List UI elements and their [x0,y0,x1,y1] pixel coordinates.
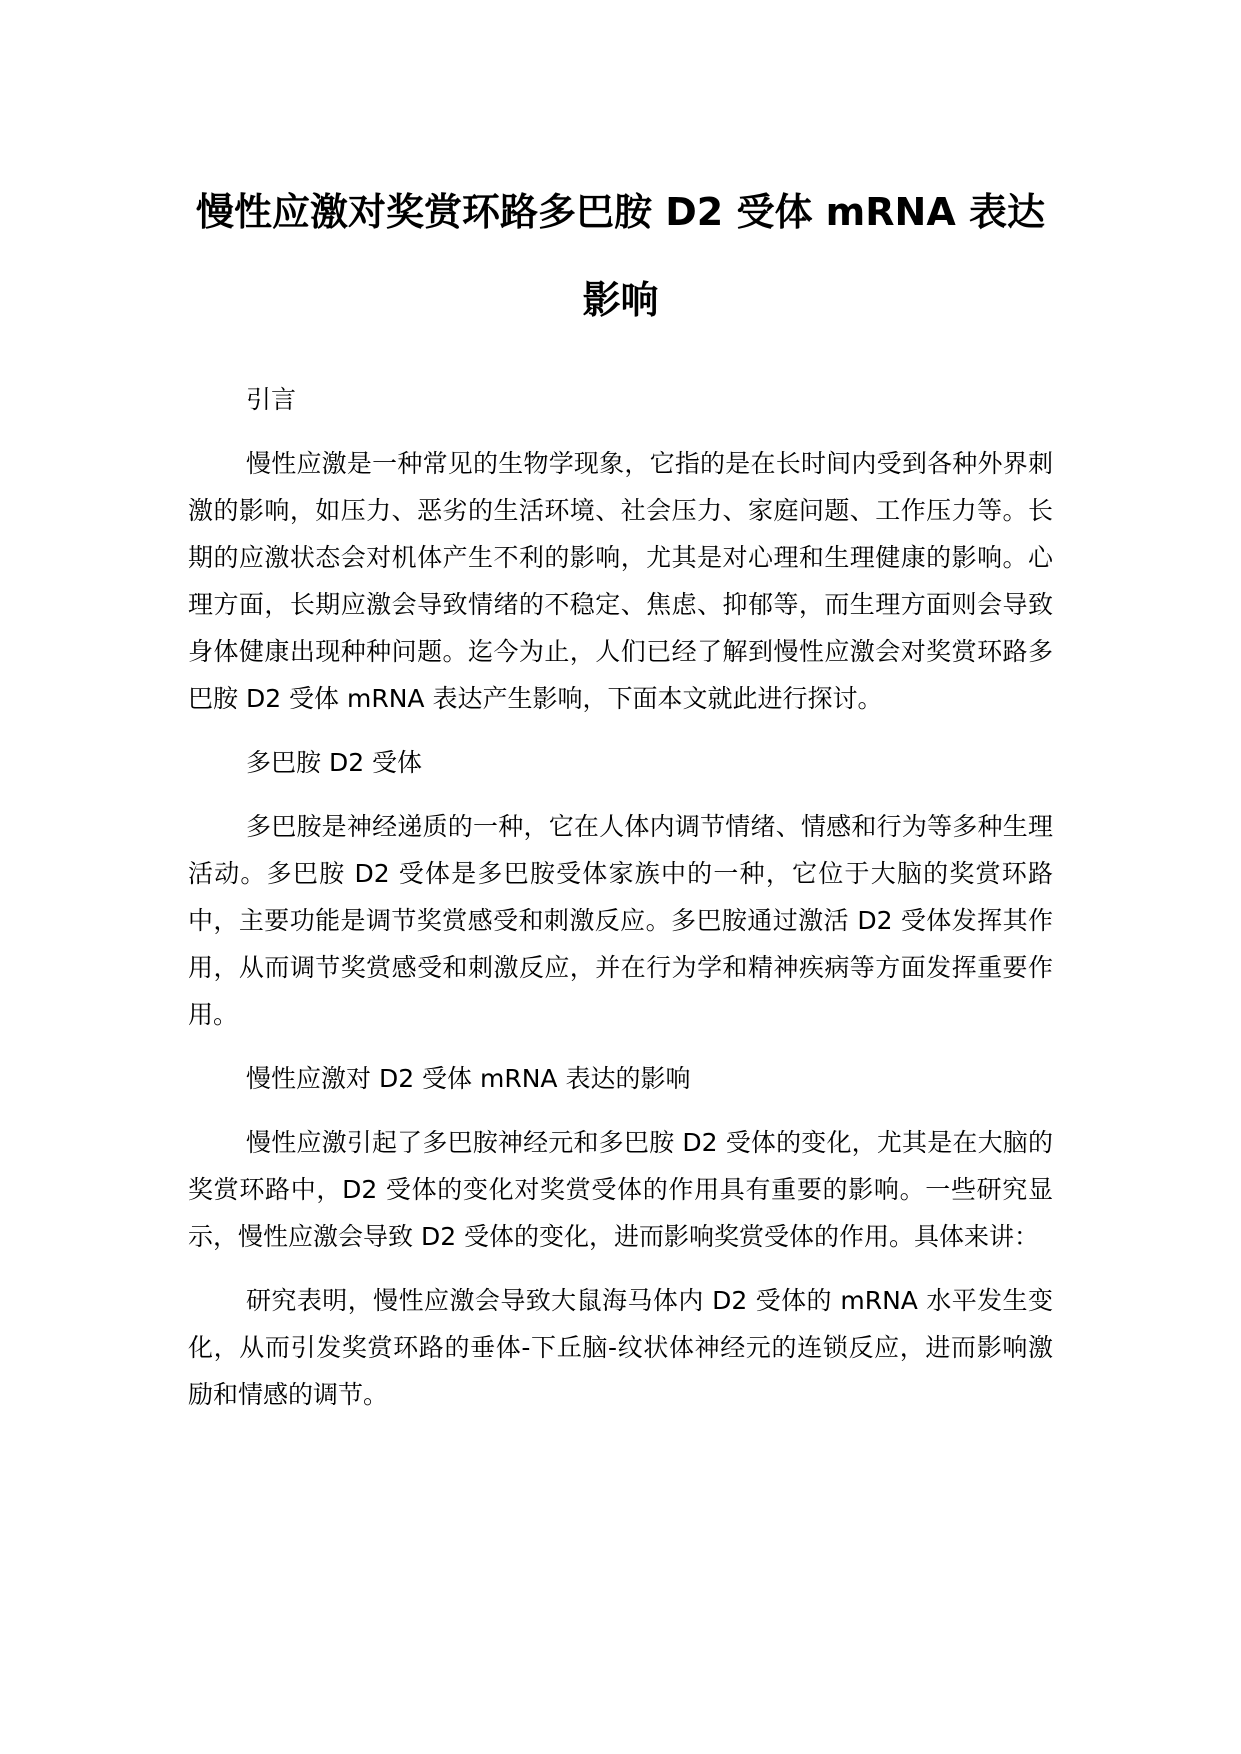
paragraph-stress-effect: 慢性应激引起了多巴胺神经元和多巴胺 D2 受体的变化，尤其是在大脑的奖赏环路中，D2 受体的变化对奖赏受体的作用具有重要的影响。一些研究显示，慢性应激会导致 D2 受体的变化，进而影响奖赏受体的作用。具体来讲： [188,1128,1053,1251]
document-title: 慢性应激对奖赏环路多巴胺 D2 受体 mRNA 表达影响 [196,190,1045,322]
paragraph-dopamine-d2-receptor: 多巴胺是神经递质的一种，它在人体内调节情绪、情感和行为等多种生理活动。多巴胺 D2 受体是多巴胺受体家族中的一种，它位于大脑的奖赏环路中，主要功能是调节奖赏感受和刺激反应。多巴胺通过激活 D2 受体发挥其作用，从而调节奖赏感受和刺激反应，并在行为学和精神疾病等方面发挥重要作用。 [188,812,1053,1029]
paragraph-research-findings: 研究表明，慢性应激会导致大鼠海马体内 D2 受体的 mRNA 水平发生变化，从而引发奖赏环路的垂体-下丘脑-纹状体神经元的连锁反应，进而影响激励和情感的调节。 [188,1286,1053,1409]
section-heading-introduction: 引言 [246,385,297,414]
document-body [188,376,1053,1418]
paragraph-introduction: 慢性应激是一种常见的生物学现象，它指的是在长时间内受到各种外界刺激的影响，如压力、恶劣的生活环境、社会压力、家庭问题、工作压力等。长期的应激状态会对机体产生不利的影响，尤其是对心理和生理健康的影响。心理方面，长期应激会导致情绪的不稳定、焦虑、抑郁等，而生理方面则会导致身体健康出现种种问题。迄今为止，人们已经了解到慢性应激会对奖赏环路多巴胺 D2 受体 mRNA 表达产生影响，下面本文就此进行探讨。 [188,449,1053,713]
section-heading-dopamine-d2-receptor: 多巴胺 D2 受体 [246,748,423,777]
section-heading-stress-effect: 慢性应激对 D2 受体 mRNA 表达的影响 [246,1064,691,1093]
